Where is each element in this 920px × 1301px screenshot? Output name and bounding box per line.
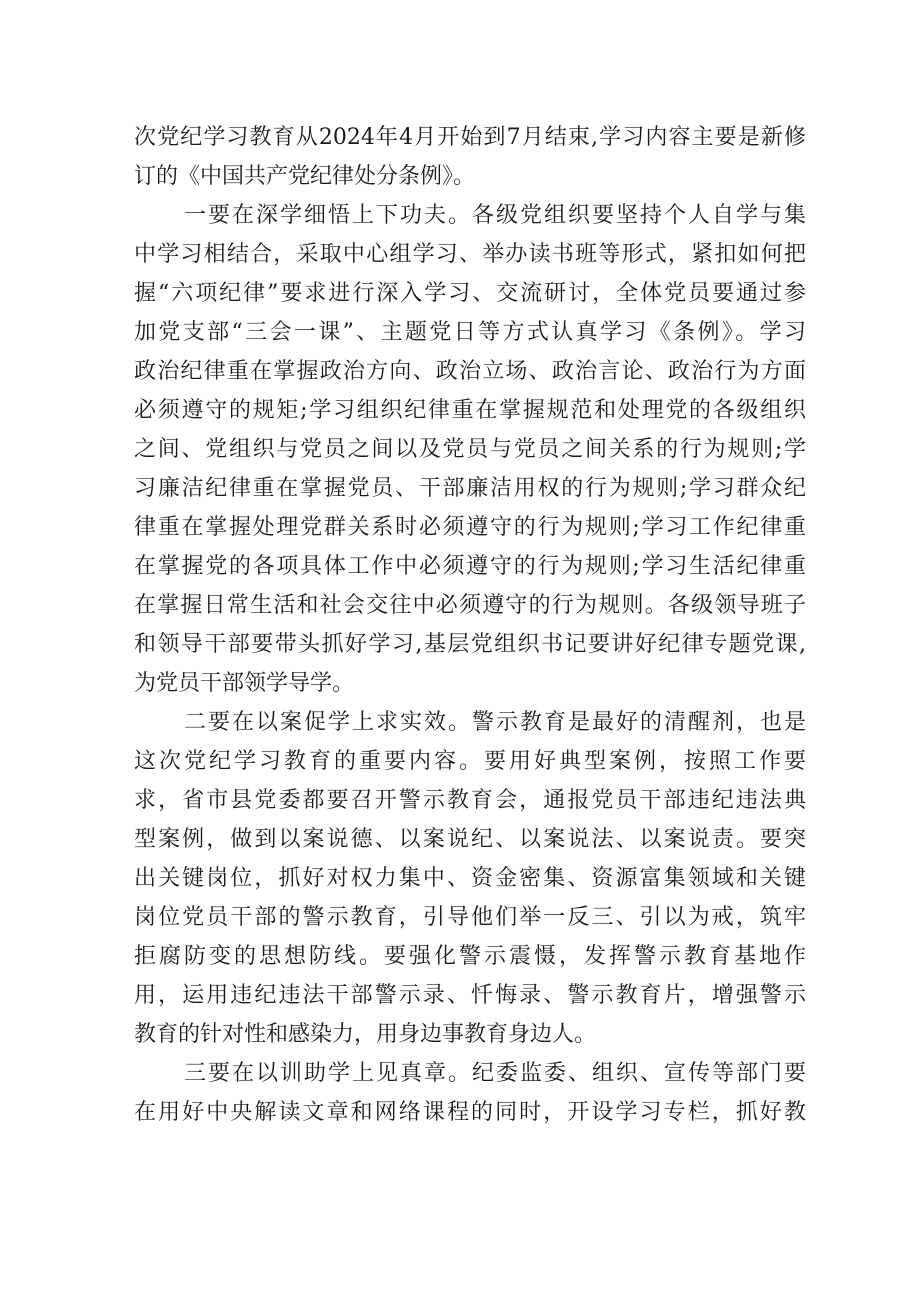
text-line: 握“六项纪律”要求进行深入学习、交流研讨，全体党员要通过参	[134, 281, 806, 306]
paragraph-cases	[134, 703, 806, 1054]
text-line: 三要在以训助学上见真章。纪委监委、组织、宣传等部门要	[184, 1061, 806, 1086]
text-line: 型案例，做到以案说德、以案说纪、以案说法、以案说责。要突	[134, 827, 806, 852]
text-line: 一要在深学细悟上下功夫。各级党组织要坚持个人自学与集	[184, 203, 806, 228]
text-line: 出关键岗位，抓好对权力集中、资金密集、资源富集领域和关键	[134, 866, 806, 891]
text-line: 拒腐防变的思想防线。要强化警示震慑，发挥警示教育基地作	[134, 944, 806, 969]
text-line: 订的《中国共产党纪律处分条例》。	[134, 164, 476, 189]
text-line: 和领导干部要带头抓好学习,基层党组织书记要讲好纪律专题党课,	[134, 632, 806, 657]
text-line: 加党支部“三会一课”、主题党日等方式认真学习《条例》。学习	[134, 320, 806, 345]
text-line: 为党员干部领学导学。	[134, 671, 355, 696]
text-line: 教育的针对性和感染力，用身边事教育身边人。	[134, 1022, 597, 1047]
text-line: 在用好中央解读文章和网络课程的同时，开设学习专栏，抓好教	[134, 1100, 806, 1125]
paragraph-study	[134, 196, 806, 703]
text-line: 这次党纪学习教育的重要内容。要用好典型案例，按照工作要	[134, 749, 806, 774]
text-line: 中学习相结合，采取中心组学习、举办读书班等形式，紧扣如何把	[134, 242, 806, 267]
text-line: 之间、党组织与党员之间以及党员与党员之间关系的行为规则;学	[134, 437, 806, 462]
text-line: 政治纪律重在掌握政治方向、政治立场、政治言论、政治行为方面	[134, 359, 806, 384]
text-line: 二要在以案促学上求实效。警示教育是最好的清醒剂，也是	[184, 710, 806, 735]
text-line: 求，省市县党委都要召开警示教育会，通报党员干部违纪违法典	[134, 788, 806, 813]
text-line: 在掌握日常生活和社会交往中必须遵守的行为规则。各级领导班子	[134, 593, 806, 618]
text-line: 习廉洁纪律重在掌握党员、干部廉洁用权的行为规则;学习群众纪	[134, 476, 806, 501]
text-line: 必须遵守的规矩;学习组织纪律重在掌握规范和处理党的各级组织	[134, 398, 806, 423]
text-line: 用，运用违纪违法干部警示录、忏悔录、警示教育片，增强警示	[134, 983, 806, 1008]
text-line: 在掌握党的各项具体工作中必须遵守的行为规则;学习生活纪律重	[134, 554, 806, 579]
text-line: 岗位党员干部的警示教育，引导他们举一反三、引以为戒，筑牢	[134, 905, 806, 930]
text-line: 律重在掌握处理党群关系时必须遵守的行为规则;学习工作纪律重	[134, 515, 806, 540]
document-body	[134, 118, 806, 1132]
text-line: 次党纪学习教育从2024年4月开始到7月结束,学习内容主要是新修	[134, 125, 806, 150]
paragraph-training	[134, 1054, 806, 1132]
paragraph-intro	[134, 118, 806, 196]
